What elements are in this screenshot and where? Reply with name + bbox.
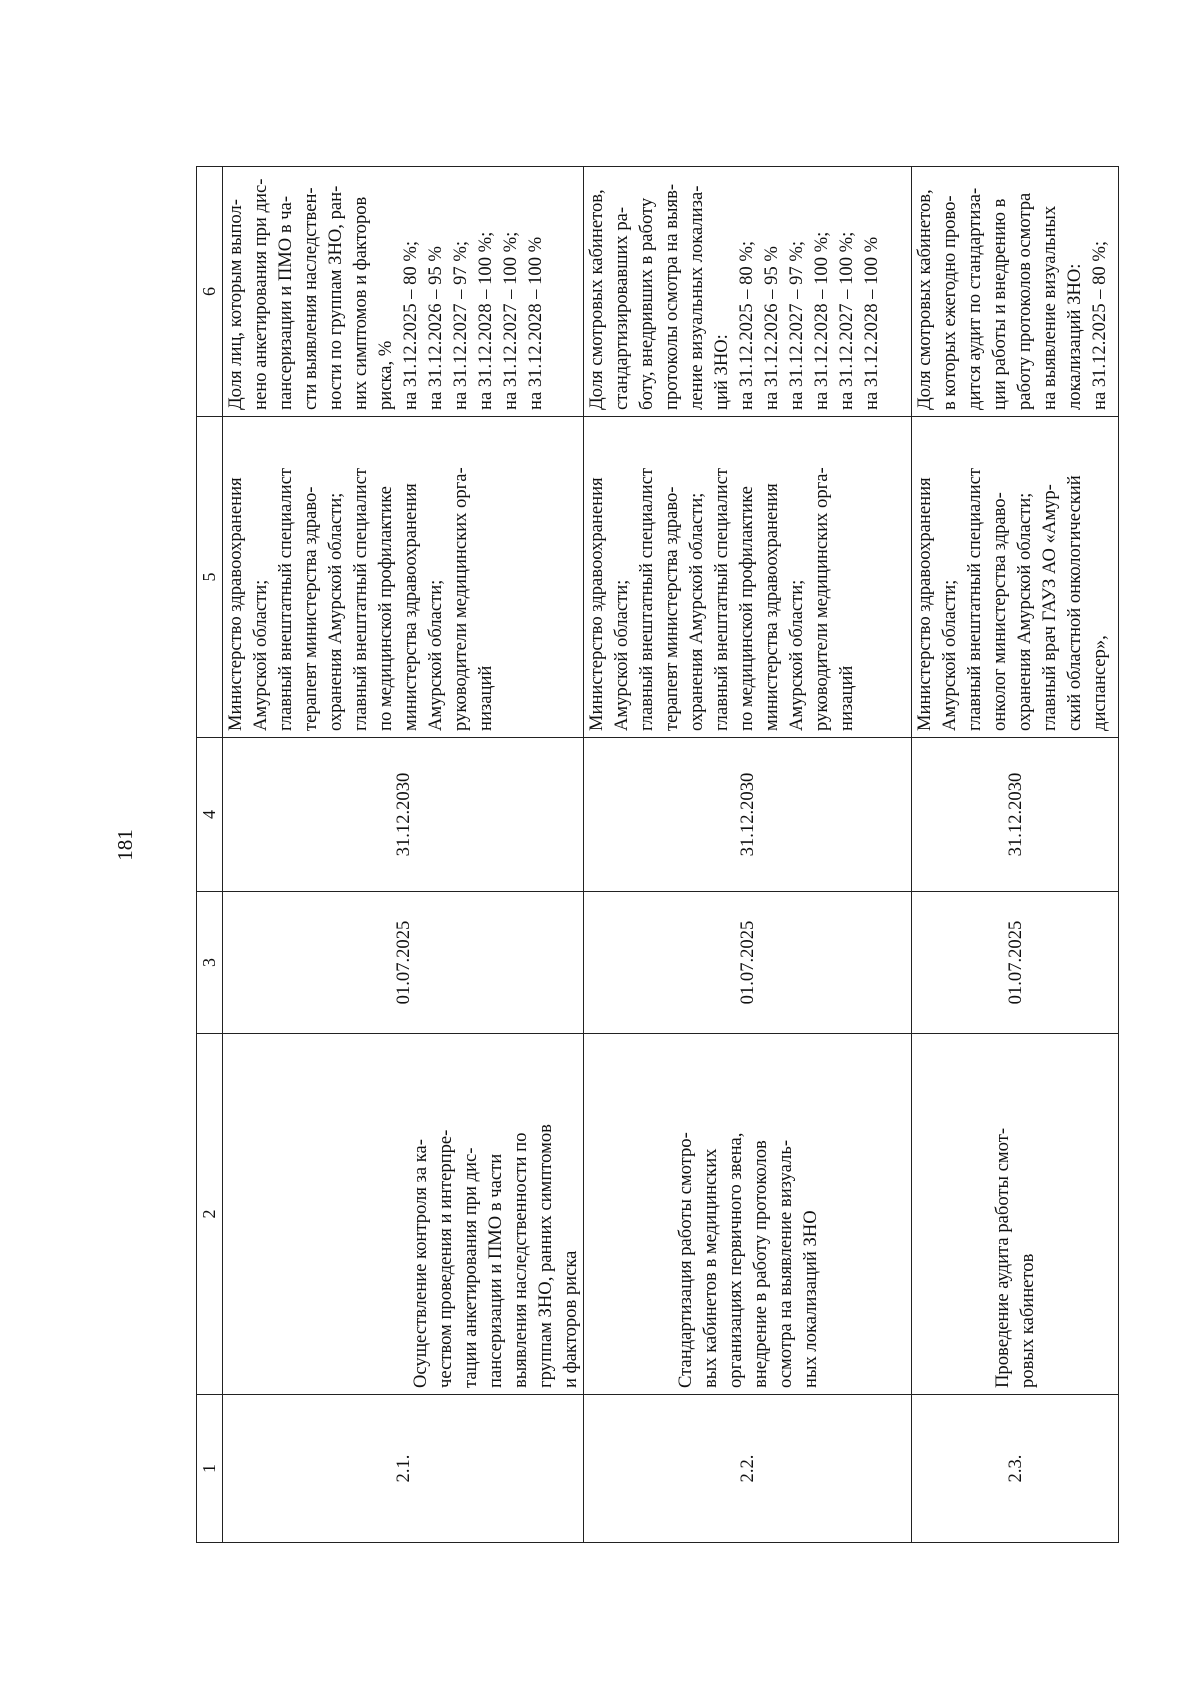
text-line: сти выявления наследствен-	[300, 187, 321, 410]
header-row	[197, 167, 223, 1543]
header-col-6: 6	[197, 167, 223, 417]
text-line: охранения Амурской области;	[686, 492, 707, 731]
header-col-3: 3	[197, 892, 223, 1034]
text-line: на 31.12.2025 – 80 %;	[1089, 240, 1110, 410]
text-line: боту, внедривших в работу	[636, 197, 657, 410]
measures-table	[196, 166, 1119, 1543]
text-line: нено анкетирования при дис-	[250, 178, 271, 410]
text-line: ности по группам ЗНО, ран-	[325, 185, 346, 410]
text-line: на 31.12.2028 – 100 %	[861, 236, 882, 410]
text-line: вых кабинетов в медицинских	[699, 1148, 721, 1388]
text-line: на 31.12.2026 – 95 %	[761, 246, 782, 410]
text-line: онколог министерства здраво-	[989, 492, 1010, 731]
text-line: Доля смотровых кабинетов,	[586, 189, 607, 410]
text-line: осмотра на выявление визуаль-	[774, 1139, 796, 1388]
text-line: руководители медицинских орга-	[811, 467, 832, 731]
header-col-2: 2	[197, 1034, 223, 1395]
text-line: Министерство здравоохранения	[586, 477, 607, 731]
indicator-cell	[584, 167, 912, 417]
text-line: низаций	[475, 665, 496, 731]
text-line: дится аудит по стандартиза-	[964, 187, 985, 410]
text-line: Амурской области;	[611, 579, 632, 731]
text-line: на 31.12.2026 – 95 %	[425, 246, 446, 410]
text-line: на 31.12.2027 – 97 %;	[786, 240, 807, 410]
text-line: главный внештатный специалист	[275, 467, 296, 731]
text-line: Амурской области;	[250, 579, 271, 731]
text-line: ровых кабинетов	[1017, 1253, 1038, 1388]
text-line: выявления наследственности по	[510, 1132, 531, 1388]
text-line: Амурской области;	[425, 579, 446, 731]
text-line: Проведение аудита работы смот-	[992, 1127, 1013, 1388]
page-number: 181	[113, 829, 137, 861]
text-line: терапевт министерства здраво-	[661, 486, 682, 731]
measure-cell	[912, 1034, 1119, 1395]
header-col-5: 5	[197, 417, 223, 738]
text-line: охранения Амурской области;	[325, 492, 346, 731]
text-line: главный внештатный специалист	[964, 467, 985, 731]
text-line: на 31.12.2027 – 100 %;	[836, 231, 857, 410]
text-line: них симптомов и факторов	[350, 196, 371, 410]
text-line: чеством проведения и интерпре-	[435, 1129, 456, 1388]
responsible-cell	[912, 417, 1119, 738]
measure-cell	[223, 1034, 584, 1395]
text-line: главный внештатный специалист	[636, 467, 657, 731]
text-line: на 31.12.2027 – 100 %;	[500, 231, 521, 410]
header-col-1: 1	[197, 1395, 223, 1543]
text-line: Доля лиц, которым выпол-	[225, 199, 246, 410]
text-line: локализаций ЗНО:	[1064, 263, 1085, 410]
table-row	[912, 167, 1119, 1543]
text-line: на 31.12.2028 – 100 %	[525, 236, 546, 410]
text-line: ций ЗНО:	[711, 334, 732, 410]
text-line: терапевт министерства здраво-	[300, 486, 321, 731]
header-col-4: 4	[197, 738, 223, 892]
text-line: главный внештатный специалист	[350, 467, 371, 731]
text-line: на 31.12.2025 – 80 %;	[400, 240, 421, 410]
table-row	[584, 167, 912, 1543]
text-line: по медицинской профилактике	[736, 486, 757, 731]
text-line: в которых ежегодно прово-	[939, 195, 960, 410]
text-line: ции работы и внедрению в	[989, 198, 1010, 410]
text-line: Доля смотровых кабинетов,	[914, 189, 935, 410]
end-date: 31.12.2030	[223, 738, 584, 892]
row-number: 2.1.	[223, 1395, 584, 1543]
end-date: 31.12.2030	[912, 738, 1119, 892]
indicator-cell	[223, 167, 584, 417]
text-line: диспансер»,	[1089, 635, 1110, 731]
text-line: ных локализаций ЗНО	[799, 1210, 821, 1388]
row-number: 2.3.	[912, 1395, 1119, 1543]
text-line: протоколы осмотра на выяв-	[661, 183, 682, 410]
text-line: пансеризации и ПМО в ча-	[275, 195, 296, 410]
text-line: по медицинской профилактике	[375, 486, 396, 731]
text-line: главный внештатный специалист	[711, 467, 732, 731]
start-date: 01.07.2025	[584, 892, 912, 1034]
text-line: министерства здравоохранения	[761, 483, 782, 731]
responsible-cell	[223, 417, 584, 738]
text-line: ский областной онкологический	[1064, 475, 1085, 731]
text-line: охранения Амурской области;	[1014, 492, 1035, 731]
text-line: Амурской области;	[786, 579, 807, 731]
text-line: на 31.12.2028 – 100 %;	[475, 231, 496, 410]
text-line: Стандартизация работы смотро-	[674, 1132, 696, 1388]
text-line: на 31.12.2027 – 97 %;	[450, 240, 471, 410]
text-line: работу протоколов осмотра	[1014, 192, 1035, 410]
end-date: 31.12.2030	[584, 738, 912, 892]
measures-table-rotated	[196, 167, 1118, 1543]
text-line: группам ЗНО, ранних симптомов	[535, 1124, 556, 1388]
text-line: риска, %	[375, 340, 396, 410]
start-date: 01.07.2025	[912, 892, 1119, 1034]
measure-cell	[584, 1034, 912, 1395]
text-line: Министерство здравоохранения	[225, 477, 246, 731]
text-line: организациях первичного звена,	[724, 1132, 746, 1388]
text-line: внедрение в работу протоколов	[749, 1140, 771, 1388]
responsible-cell	[584, 417, 912, 738]
text-line: на выявление визуальных	[1039, 205, 1060, 410]
text-line: низаций	[836, 665, 857, 731]
text-line: Амурской области;	[939, 579, 960, 731]
text-line: на 31.12.2025 – 80 %;	[736, 240, 757, 410]
text-line: и факторов риска	[560, 1250, 581, 1388]
text-line: министерства здравоохранения	[400, 483, 421, 731]
text-line: руководители медицинских орга-	[450, 467, 471, 731]
table-row	[223, 167, 584, 1543]
text-line: ление визуальных локализа-	[686, 185, 707, 410]
text-line: тации анкетирования при дис-	[460, 1147, 481, 1388]
row-number: 2.2.	[584, 1395, 912, 1543]
text-line: главный врач ГАУЗ АО «Амур-	[1039, 484, 1060, 731]
text-line: Осуществление контроля за ка-	[410, 1139, 431, 1388]
text-line: Министерство здравоохранения	[914, 477, 935, 731]
text-line: пансеризации и ПМО в части	[485, 1153, 506, 1388]
start-date: 01.07.2025	[223, 892, 584, 1034]
text-line: стандартизировавших ра-	[611, 206, 632, 410]
indicator-cell	[912, 167, 1119, 417]
text-line: на 31.12.2028 – 100 %;	[811, 231, 832, 410]
